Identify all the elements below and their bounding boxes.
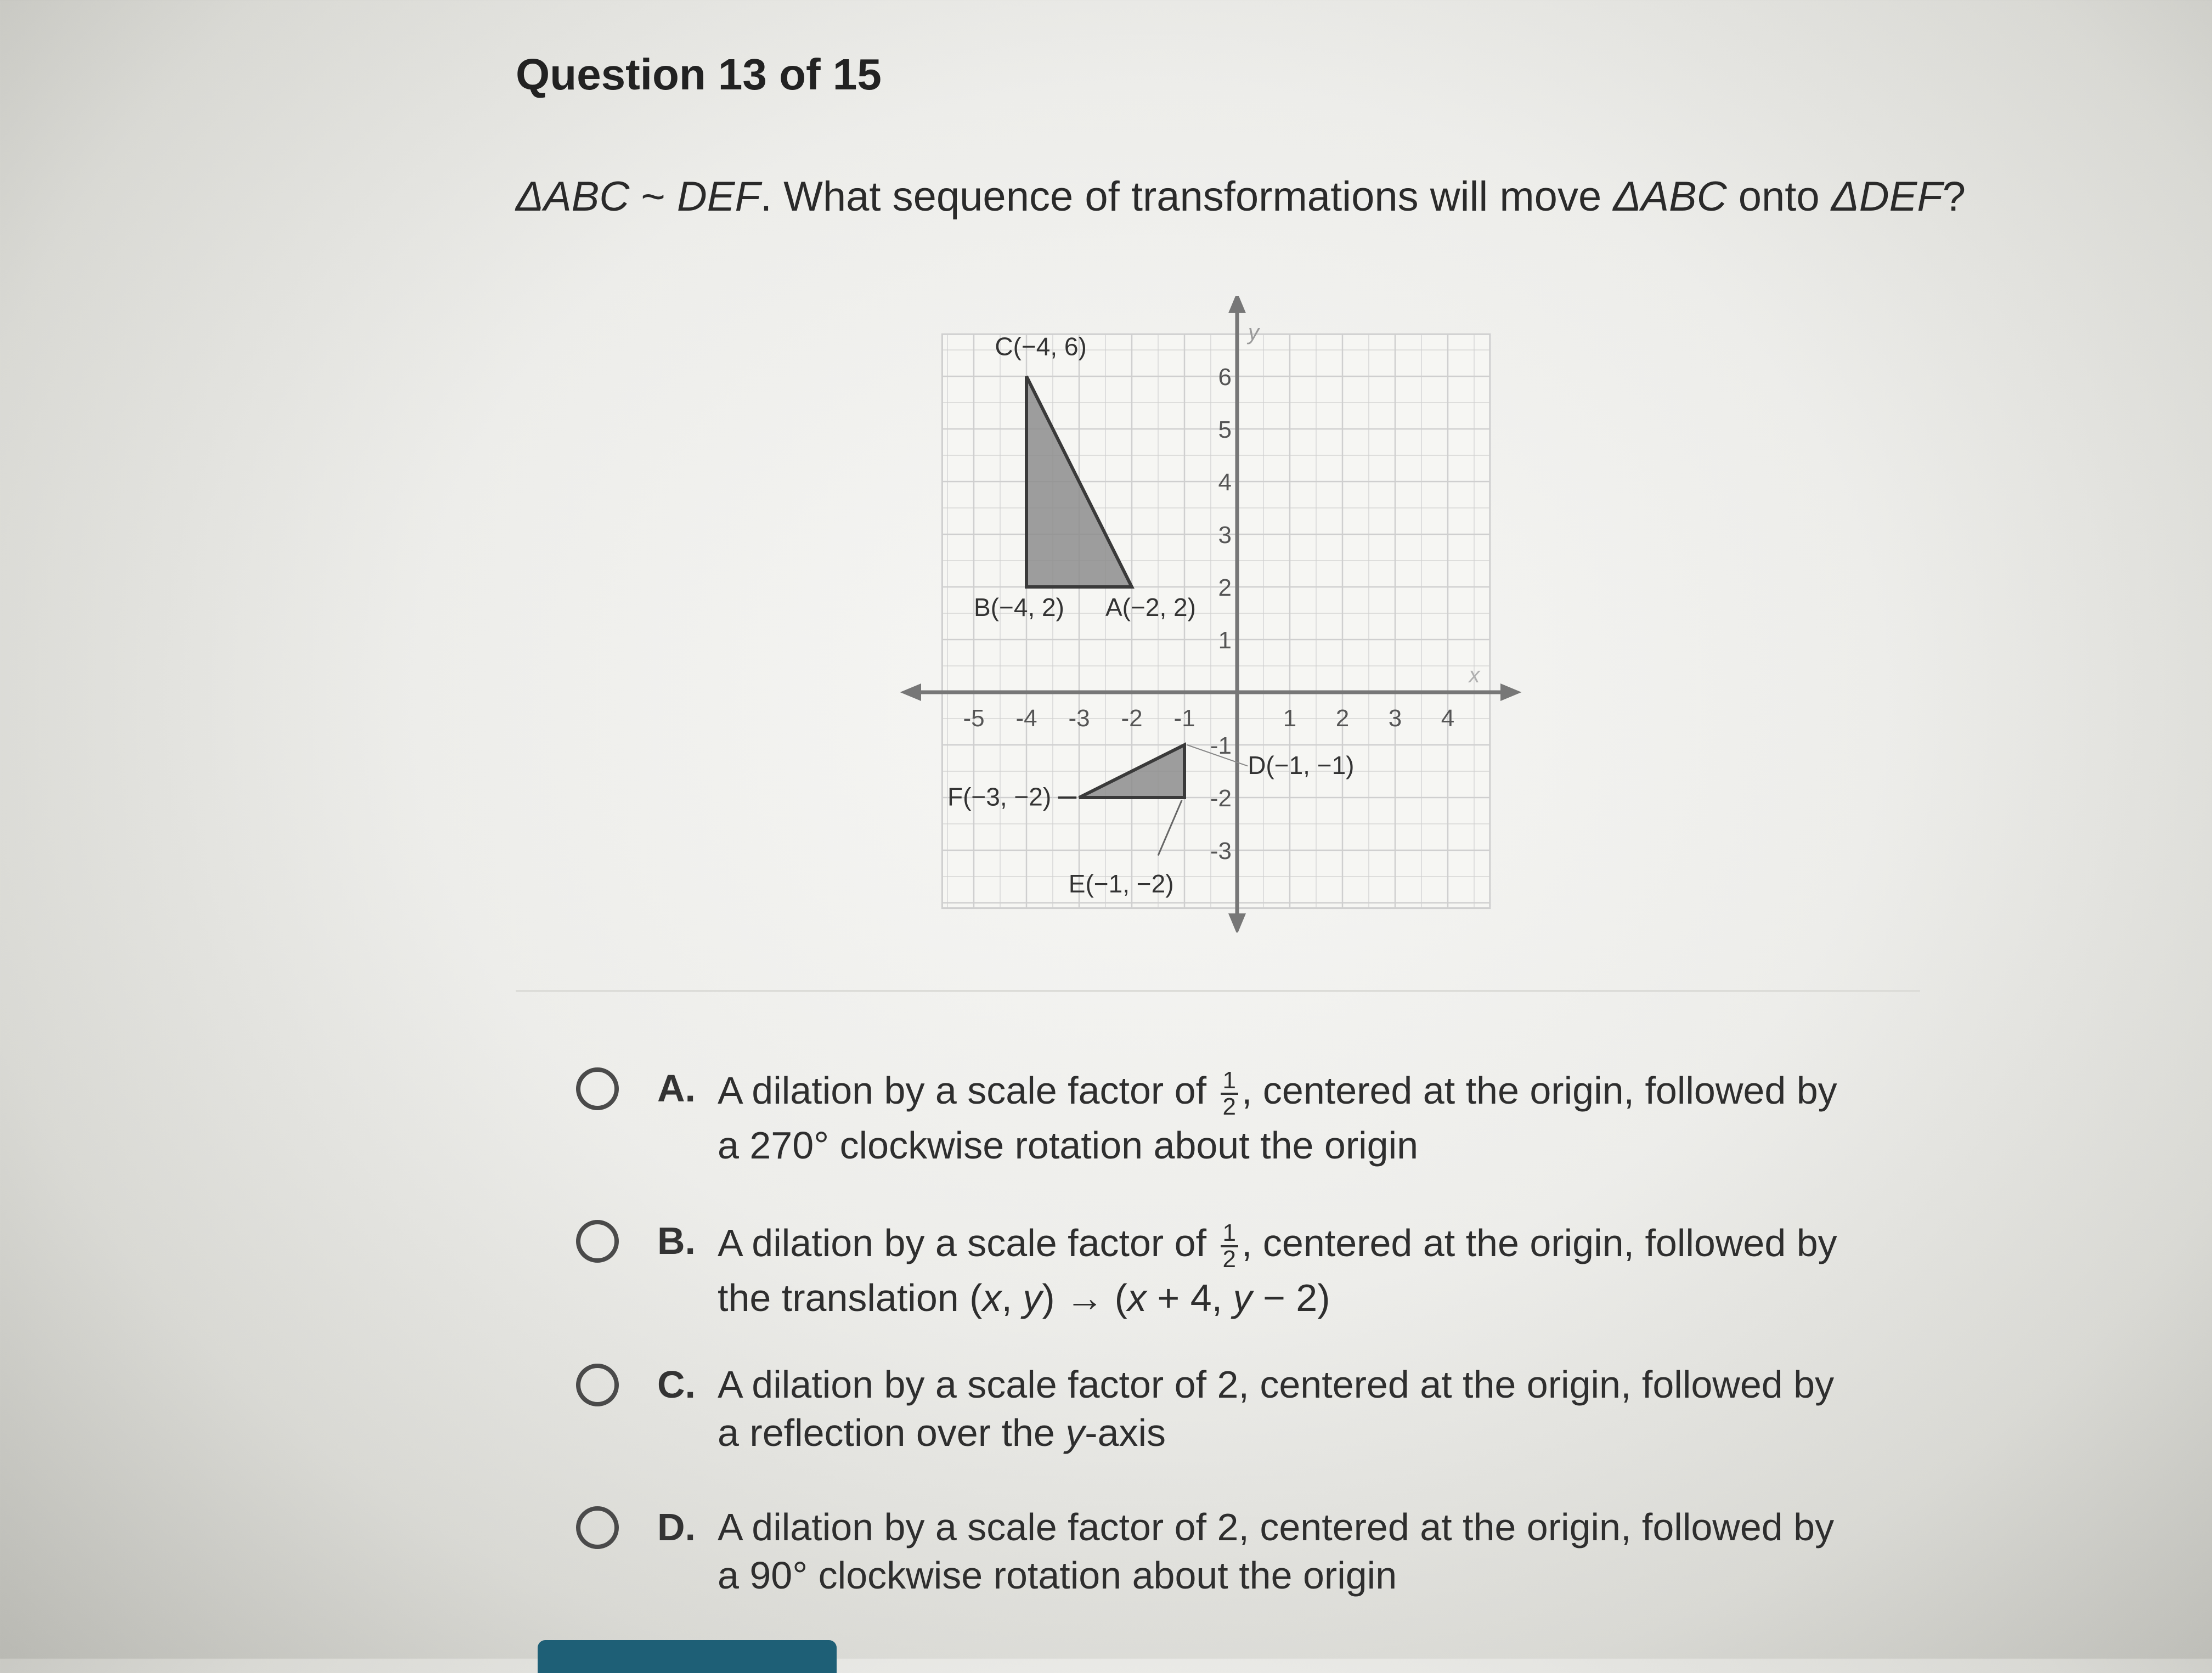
prompt-question-mark: ? [1942,173,1966,220]
choice-c-line2-pre: a reflection over the [718,1411,1066,1454]
vertex-label-b: B(−4, 2) [974,592,1064,621]
choice-d-radio[interactable] [576,1506,619,1549]
var-y-2: y [1233,1276,1252,1319]
y-axis-arrow-down [1228,913,1246,932]
var-y: y [1065,1411,1085,1454]
y-tick-label: -2 [1210,785,1232,812]
choice-c-letter: C. [657,1363,696,1406]
choice-c-radio[interactable] [576,1364,619,1406]
x-axis-arrow-right [1500,683,1521,701]
var-x-2: x [1127,1276,1147,1319]
minus-two: − 2) [1252,1276,1330,1319]
y-tick-label: 3 [1218,522,1232,549]
choice-a-text [718,1064,1837,1172]
choice-a-letter: A. [657,1067,696,1110]
prompt-question-text: . What sequence of transformations will move [760,173,1613,220]
y-tick-label: 5 [1218,416,1232,443]
x-tick-label: 1 [1283,705,1297,732]
arrow: ) → ( [1042,1276,1127,1319]
choice-c-text [718,1360,1834,1457]
choice-c[interactable] [576,1360,1920,1470]
y-tick-label: 1 [1218,627,1232,654]
question-counter: Question 13 of 15 [516,50,882,99]
y-tick-label: -3 [1210,838,1232,864]
var-y: y [1023,1276,1042,1319]
choice-c-line2-post: -axis [1085,1411,1166,1454]
choice-a-radio[interactable] [576,1067,619,1110]
one-half-fraction [1221,1066,1238,1120]
prompt-triangle-def: DEF [676,173,760,220]
choice-b-line2-pre: the translation ( [718,1276,983,1319]
choice-a-line1-pre: A dilation by a scale factor of [718,1069,1217,1112]
prompt-similar-sign: ~ [629,173,677,220]
plus-four: + 4, [1146,1276,1233,1319]
divider [516,990,1920,992]
y-tick-label: 4 [1218,469,1232,496]
choice-d-line2: a 90° clockwise rotation about the origin [718,1554,1397,1597]
choice-b-line1-post: , centered at the origin, followed by [1242,1222,1837,1264]
y-axis-label: y [1248,320,1259,344]
x-axis-arrow-left [900,683,921,701]
choice-b-radio[interactable] [576,1220,619,1263]
y-tick-label: -1 [1210,732,1232,759]
coordinate-graph [900,296,1531,932]
x-tick-label: -3 [1068,705,1090,732]
prompt-triangle-abc-2: ΔABC [1613,173,1727,220]
vertex-label-c: C(−4, 6) [995,332,1087,361]
y-axis-arrow-up [1228,296,1246,313]
choice-b-letter: B. [657,1219,696,1262]
choice-a-line2: a 270° clockwise rotation about the origin [718,1123,1419,1167]
prompt-onto: onto [1726,173,1831,220]
graph-svg [900,296,1531,932]
x-axis-label: x [1469,663,1480,687]
vertex-label-e: E(−1, −2) [1068,869,1174,898]
fraction-denominator: 2 [1222,1245,1236,1273]
choice-a-line1-post: , centered at the origin, followed by [1242,1069,1837,1112]
choice-d-letter: D. [657,1506,696,1548]
choice-d-line1: A dilation by a scale factor of 2, centered at the origin, followed by [718,1506,1835,1548]
x-tick-label: 3 [1388,705,1402,732]
question-prompt [516,173,1966,221]
prompt-triangle-def-2: ΔDEF [1831,173,1943,220]
choice-c-line1: A dilation by a scale factor of 2, centered at the origin, followed by [718,1363,1835,1406]
x-tick-label: -5 [963,705,985,732]
x-tick-label: -2 [1121,705,1143,732]
fraction-denominator: 2 [1222,1093,1236,1120]
choice-a[interactable] [576,1064,1920,1174]
choice-b-line1-pre: A dilation by a scale factor of [718,1222,1217,1264]
choice-d-text [718,1503,1834,1599]
var-x: x [982,1276,1002,1319]
fraction-numerator: 1 [1221,1069,1238,1095]
vertex-label-d: D(−1, −1) [1248,750,1355,779]
prompt-triangle-abc: ΔABC [516,173,630,220]
choice-d[interactable] [576,1503,1920,1613]
y-tick-label: 2 [1218,574,1232,601]
x-tick-label: 2 [1335,705,1350,732]
vertex-label-a: A(−2, 2) [1105,592,1196,621]
submit-button[interactable] [538,1640,837,1673]
choice-b[interactable] [576,1217,1920,1326]
x-tick-label: 4 [1441,705,1455,732]
choice-b-text [718,1217,1837,1324]
one-half-fraction [1221,1221,1238,1271]
x-tick-label: -4 [1015,705,1037,732]
comma: , [1001,1276,1023,1319]
vertex-label-f: F(−3, −2) [947,782,1052,811]
fraction-numerator: 1 [1221,1221,1238,1247]
x-tick-label: -1 [1173,705,1195,732]
y-tick-label: 6 [1218,364,1232,391]
